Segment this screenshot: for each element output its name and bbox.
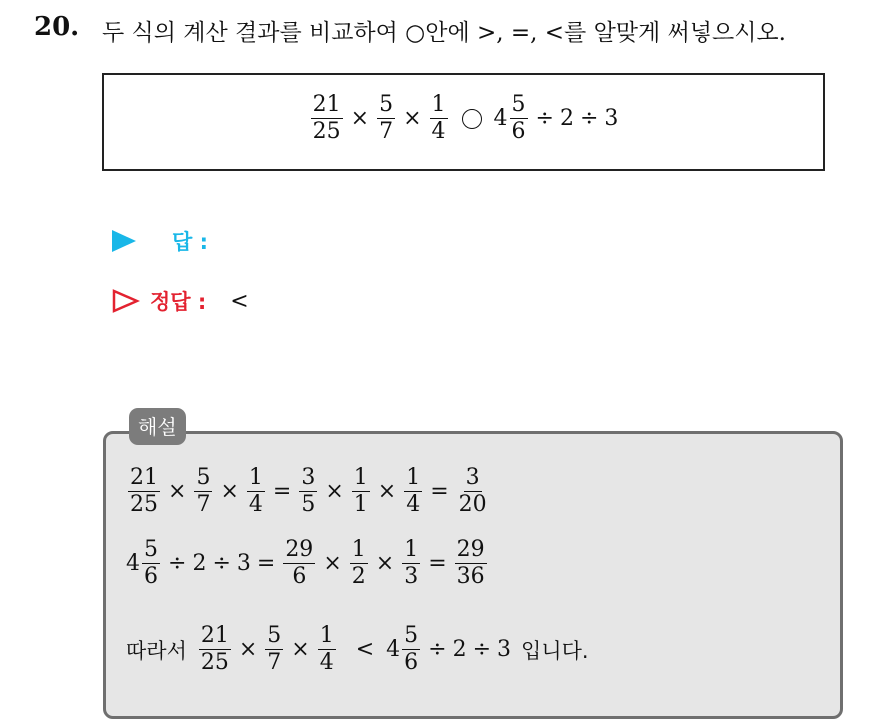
numerator: 21 xyxy=(199,624,231,650)
times-sign: × xyxy=(291,637,310,663)
number-three: 3 xyxy=(236,551,251,577)
equals-sign: = xyxy=(272,479,292,505)
numerator: 5 xyxy=(402,624,420,650)
numerator: 1 xyxy=(430,93,448,119)
numerator: 1 xyxy=(318,624,336,650)
denominator: 5 xyxy=(301,492,316,518)
divide-sign: ÷ xyxy=(428,637,447,663)
denominator: 4 xyxy=(431,119,446,145)
correct-answer-label: 정답 : xyxy=(150,290,207,314)
numerator: 5 xyxy=(510,93,528,119)
denominator: 7 xyxy=(196,492,211,518)
divide-sign: ÷ xyxy=(168,551,187,577)
denominator: 6 xyxy=(144,564,158,590)
numerator: 21 xyxy=(311,93,343,119)
correct-answer-value: < xyxy=(230,288,249,314)
numerator: 3 xyxy=(299,466,317,492)
number-two: 2 xyxy=(192,551,207,577)
denominator: 6 xyxy=(404,650,419,676)
number-three: 3 xyxy=(604,106,619,132)
times-sign: × xyxy=(168,479,187,505)
denominator: 36 xyxy=(456,564,485,590)
numerator: 5 xyxy=(142,538,160,564)
whole-part: 4 xyxy=(386,637,401,663)
denominator: 4 xyxy=(319,650,334,676)
numerator: 29 xyxy=(283,538,315,564)
conclusion-prefix: 따라서 xyxy=(126,638,187,663)
numerator: 21 xyxy=(128,466,160,492)
numerator: 5 xyxy=(194,466,212,492)
times-sign: × xyxy=(377,479,397,505)
numerator: 3 xyxy=(464,466,482,492)
conclusion-suffix: 입니다. xyxy=(521,638,589,663)
denominator: 2 xyxy=(351,564,366,590)
numerator: 1 xyxy=(402,538,420,564)
times-sign: × xyxy=(350,106,370,132)
denominator: 4 xyxy=(406,492,421,518)
times-sign: × xyxy=(403,106,422,132)
numerator: 1 xyxy=(404,466,422,492)
denominator: 6 xyxy=(511,119,526,145)
whole-part: 4 xyxy=(493,106,508,132)
equals-sign: = xyxy=(256,551,276,577)
times-sign: × xyxy=(220,479,239,505)
explanation-tag: 해설 xyxy=(129,408,186,445)
denominator: 7 xyxy=(267,650,282,676)
less-than-sign: < xyxy=(355,637,375,663)
numerator: 1 xyxy=(350,538,368,564)
number-two: 2 xyxy=(452,637,467,663)
denominator: 25 xyxy=(130,492,158,518)
denominator: 25 xyxy=(312,119,341,145)
denominator: 3 xyxy=(404,564,419,590)
whole-part: 4 xyxy=(126,551,140,577)
numerator: 1 xyxy=(247,466,265,492)
outline-triangle-icon xyxy=(112,289,140,313)
play-triangle-icon xyxy=(112,230,136,252)
explanation-line-3 xyxy=(126,624,589,675)
numerator: 5 xyxy=(265,624,283,650)
divide-sign: ÷ xyxy=(579,106,599,132)
times-sign: × xyxy=(375,551,395,577)
times-sign: × xyxy=(325,479,344,505)
denominator: 6 xyxy=(292,564,307,590)
answer-label: 답 : xyxy=(172,230,208,254)
number-three: 3 xyxy=(497,637,512,663)
times-sign: × xyxy=(323,551,342,577)
numerator: 5 xyxy=(377,93,395,119)
divide-sign: ÷ xyxy=(535,106,554,132)
number-two: 2 xyxy=(559,106,574,132)
numerator: 1 xyxy=(352,466,370,492)
denominator: 25 xyxy=(200,650,229,676)
numerator: 29 xyxy=(455,538,487,564)
denominator: 7 xyxy=(379,119,394,145)
explanation-line-2 xyxy=(126,538,489,589)
mixed-number-4-5-6 xyxy=(494,93,530,144)
question-number: 20. xyxy=(34,12,80,42)
problem-box xyxy=(102,73,825,171)
fraction-1-4 xyxy=(430,93,448,144)
problem-expression xyxy=(104,93,823,144)
comparison-circle-blank[interactable] xyxy=(462,109,482,129)
divide-sign: ÷ xyxy=(212,551,231,577)
explanation-line-1 xyxy=(126,466,491,517)
answer-row xyxy=(112,226,208,256)
divide-sign: ÷ xyxy=(472,637,492,663)
denominator: 4 xyxy=(248,492,263,518)
question-text: 두 식의 계산 결과를 비교하여 ○안에 >, =, <를 알맞게 써넣으시오. xyxy=(102,20,786,46)
fraction-5-7 xyxy=(377,93,395,144)
denominator: 1 xyxy=(353,492,368,518)
equals-sign: = xyxy=(430,479,449,505)
fraction-21-25 xyxy=(311,93,343,144)
denominator: 20 xyxy=(458,492,487,518)
times-sign: × xyxy=(238,637,258,663)
equals-sign: = xyxy=(428,551,447,577)
correct-answer-row xyxy=(112,286,249,316)
